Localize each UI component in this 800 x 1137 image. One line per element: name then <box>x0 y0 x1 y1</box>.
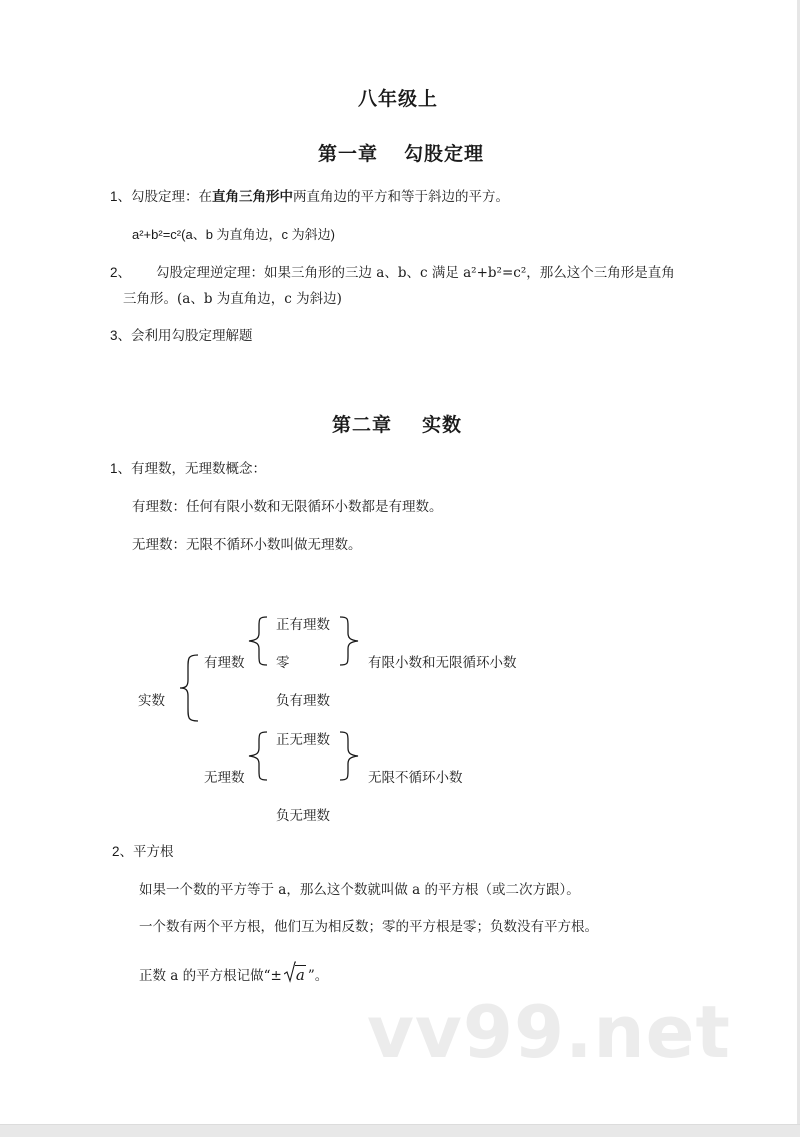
square-root-line-2: 一个数有两个平方根，他们互为相反数；零的平方根是零；负数没有平方根。 <box>139 919 598 935</box>
ch1-item-2-line2: 三角形。(a、b 为直角边，c 为斜边) <box>123 291 342 307</box>
ch1-item-2-line1: 勾股定理逆定理：如果三角形的三边 a、b、c 满足 a²+b²=c²，那么这个三角形是直角 <box>156 265 675 281</box>
tree-negative-rational: 负有理数 <box>276 693 330 709</box>
ch1-item-1-text-after: 两直角边的平方和等于斜边的平方。 <box>293 189 510 205</box>
viewer-bottom-bar <box>0 1124 800 1137</box>
ch1-item-1-number: 1、 <box>110 189 132 204</box>
radicand: a <box>295 966 305 984</box>
watermark: vv99.net <box>367 990 731 1074</box>
chapter-2-title <box>332 410 462 437</box>
chapter-1-prefix: 第一章 <box>318 143 379 165</box>
ch1-item-1 <box>110 187 509 207</box>
tree-rational-right-brace <box>338 616 360 666</box>
ch1-item-1-text-before: 勾股定理：在 <box>131 189 213 205</box>
ch1-item-1-formula: a²+b²=c²(a、b 为直角边，c 为斜边) <box>132 227 335 242</box>
plus-minus-symbol: ± <box>270 968 282 984</box>
square-root-line-3-after: ”。 <box>307 968 329 984</box>
ch2-item-1-number: 1、 <box>110 461 132 476</box>
tree-positive-rational: 正有理数 <box>276 617 330 633</box>
tree-irrational-summary: 无限不循环小数 <box>368 770 463 786</box>
tree-negative-irrational: 负无理数 <box>276 808 330 824</box>
square-root-line-3 <box>139 965 328 986</box>
chapter-2-prefix: 第二章 <box>332 414 393 436</box>
tree-root-brace <box>178 654 200 722</box>
tree-rational-summary: 有限小数和无限循环小数 <box>368 655 517 671</box>
tree-rational-left-brace <box>247 616 269 666</box>
radical-sign-icon <box>284 961 296 989</box>
ch2-item-2 <box>112 842 174 862</box>
ch2-item-1-text: 有理数，无理数概念： <box>131 461 267 477</box>
tree-zero: 零 <box>276 655 290 671</box>
tree-irrational-right-brace <box>338 731 360 781</box>
ch1-item-3 <box>110 326 253 346</box>
chapter-2-name: 实数 <box>422 414 463 436</box>
ch1-item-2 <box>110 263 675 283</box>
ch1-item-3-number: 3、 <box>110 328 132 343</box>
rational-definition: 有理数：任何有限小数和无限循环小数都是有理数。 <box>132 499 443 515</box>
chapter-1-name: 勾股定理 <box>404 143 485 165</box>
tree-irrational-left-brace <box>247 731 269 781</box>
tree-irrational: 无理数 <box>204 770 245 786</box>
ch2-item-1 <box>110 459 266 479</box>
ch1-item-3-text: 会利用勾股定理解题 <box>131 328 253 344</box>
square-root-line-3-before: 正数 a 的平方根记做“ <box>139 968 271 984</box>
chapter-1-title <box>318 139 484 166</box>
ch1-item-1-bold: 直角三角形中 <box>212 189 294 205</box>
irrational-definition: 无理数：无限不循环小数叫做无理数。 <box>132 537 362 553</box>
square-root-line-1: 如果一个数的平方等于 a，那么这个数就叫做 a 的平方根（或二次方跟）。 <box>139 882 580 898</box>
square-root-expression <box>284 965 306 986</box>
ch1-item-2-number: 2、 <box>110 265 132 280</box>
tree-positive-irrational: 正无理数 <box>276 732 330 748</box>
tree-root-real-number: 实数 <box>138 693 165 709</box>
document-main-title: 八年级上 <box>358 88 439 110</box>
ch2-item-2-text: 平方根 <box>133 844 174 860</box>
ch2-item-2-number: 2、 <box>112 844 134 859</box>
tree-rational: 有理数 <box>204 655 245 671</box>
